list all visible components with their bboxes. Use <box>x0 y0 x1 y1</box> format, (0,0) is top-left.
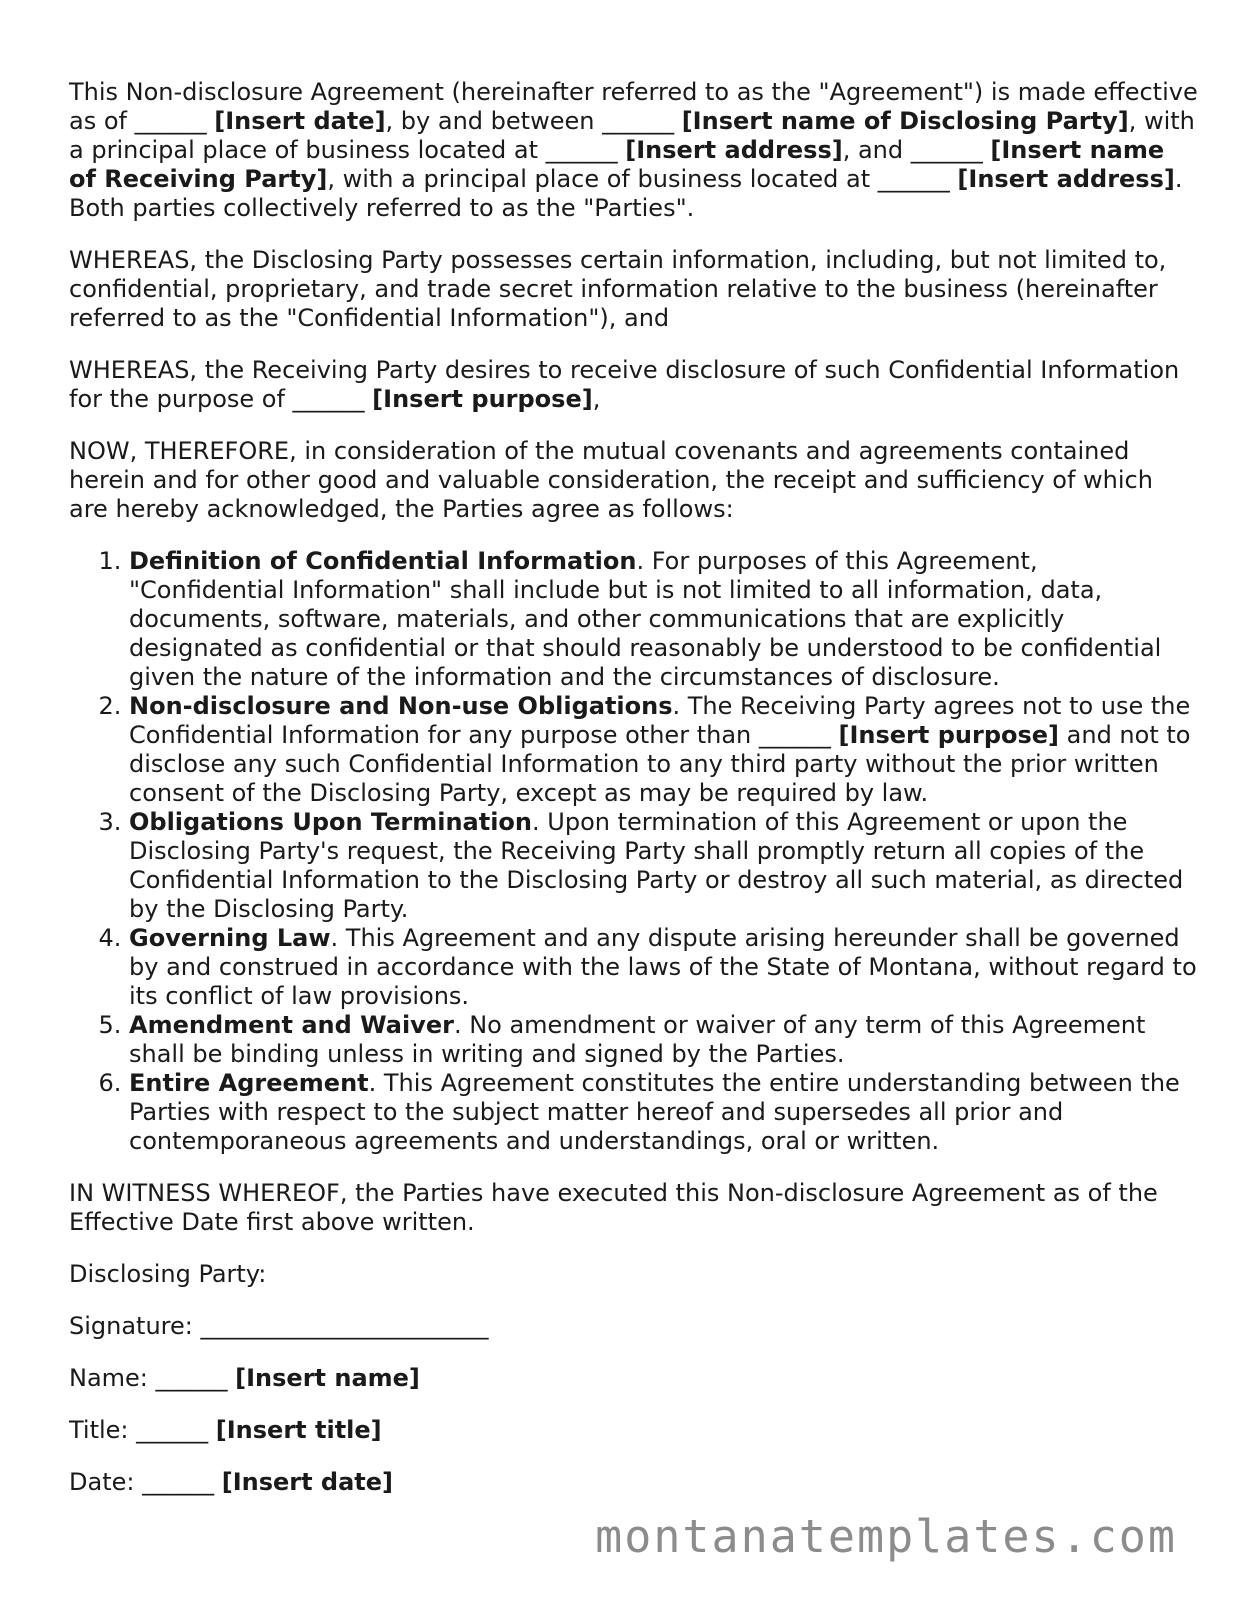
clause-item: 5. Amendment and Waiver. No amendment or waiver of any term of this Agreement shall be binding unless in writing and signed by the Parties. <box>129 1011 1199 1069</box>
placeholder-purpose: [Insert purpose] <box>838 721 1060 749</box>
clause-heading: Obligations Upon Termination <box>129 808 533 836</box>
signature-block <box>69 1260 1199 1497</box>
placeholder-address: [Insert address] <box>625 136 843 164</box>
signature-field[interactable]: ________________________ <box>200 1312 489 1340</box>
clauses-list <box>69 547 1199 1156</box>
party-label: Disclosing Party: <box>69 1260 267 1288</box>
placeholder-address: [Insert address] <box>957 165 1175 193</box>
clause-item: 6. Entire Agreement. This Agreement constitutes the entire understanding between the Parties with respect to the subject matter hereof and supersedes all prior and contemporaneous agreements and understandings, oral or written. <box>129 1069 1199 1156</box>
clause-heading: Amendment and Waiver <box>129 1011 454 1039</box>
placeholder-receiving-party: [Insert name of Receiving Party] <box>69 136 1165 193</box>
date-line: Date: ______ [Insert date] <box>69 1468 394 1496</box>
placeholder-name: [Insert name] <box>235 1364 420 1392</box>
clause-heading: Entire Agreement <box>129 1069 369 1097</box>
document-body <box>69 78 1199 1520</box>
title-line: Title: ______ [Insert title] <box>69 1416 382 1444</box>
now-therefore-paragraph: NOW, THEREFORE, in consideration of the mutual covenants and agreements contained herein and for other good and valuable consideration, the receipt and sufficiency of which are hereby acknowledged, the Parties agree as follows: <box>69 437 1153 523</box>
watermark: montanatemplates.com <box>595 1510 1177 1563</box>
placeholder-title: [Insert title] <box>215 1416 382 1444</box>
intro-paragraph: This Non-disclosure Agreement (hereinafter referred to as the "Agreement") is made effective as of ______ [Insert date], by and between ______ [Insert name of Disclosing Party], with a principal place of business located at ______ [Insert address], and ______ [Insert name of Receiving Party], with a principal place of business located at ______ [Insert address]. Both parties collectively referred to as the "Parties". <box>69 78 1198 222</box>
placeholder-date: [Insert date] <box>214 107 386 135</box>
signature-line: Signature: ________________________ <box>69 1312 489 1340</box>
clause-item: 1. Definition of Confidential Information. For purposes of this Agreement, "Confidential Information" shall include but is not limited to all information, data, documents, software, materials, and other communications that are explicitly designated as confidential or that should reasonably be understood to be confidential given the nature of the information and the circumstances of disclosure. <box>129 547 1199 692</box>
clause-item: 3. Obligations Upon Termination. Upon termination of this Agreement or upon the Disclosing Party's request, the Receiving Party shall promptly return all copies of the Confidential Information to the Disclosing Party or destroy all such material, as directed by the Disclosing Party. <box>129 808 1199 924</box>
clause-heading: Non-disclosure and Non-use Obligations <box>129 692 673 720</box>
clause-heading: Definition of Confidential Information <box>129 547 637 575</box>
placeholder-disclosing-party: [Insert name of Disclosing Party] <box>681 107 1129 135</box>
whereas-paragraph: WHEREAS, the Disclosing Party possesses certain information, including, but not limited to, confidential, proprietary, and trade secret information relative to the business (hereinafter referred to as the "Confidential Information"), and <box>69 246 1167 332</box>
clause-heading: Governing Law <box>129 924 331 952</box>
placeholder-date: [Insert date] <box>221 1468 394 1496</box>
whereas-paragraph: WHEREAS, the Receiving Party desires to receive disclosure of such Confidential Information for the purpose of ______ [Insert purpose], <box>69 356 1180 413</box>
clause-item: 4. Governing Law. This Agreement and any dispute arising hereunder shall be governed by and construed in accordance with the laws of the State of Montana, without regard to its conflict of law provisions. <box>129 924 1199 1011</box>
witness-paragraph: IN WITNESS WHEREOF, the Parties have executed this Non-disclosure Agreement as of the Effective Date first above written. <box>69 1179 1158 1236</box>
name-line: Name: ______ [Insert name] <box>69 1364 420 1392</box>
placeholder-purpose: [Insert purpose] <box>372 385 593 413</box>
clause-item: 2. Non-disclosure and Non-use Obligations. The Receiving Party agrees not to use the Confidential Information for any purpose other than ______ [Insert purpose] and not to disclose any such Confidential Information to any third party without the prior written consent of the Disclosing Party, except as may be required by law. <box>129 692 1199 808</box>
